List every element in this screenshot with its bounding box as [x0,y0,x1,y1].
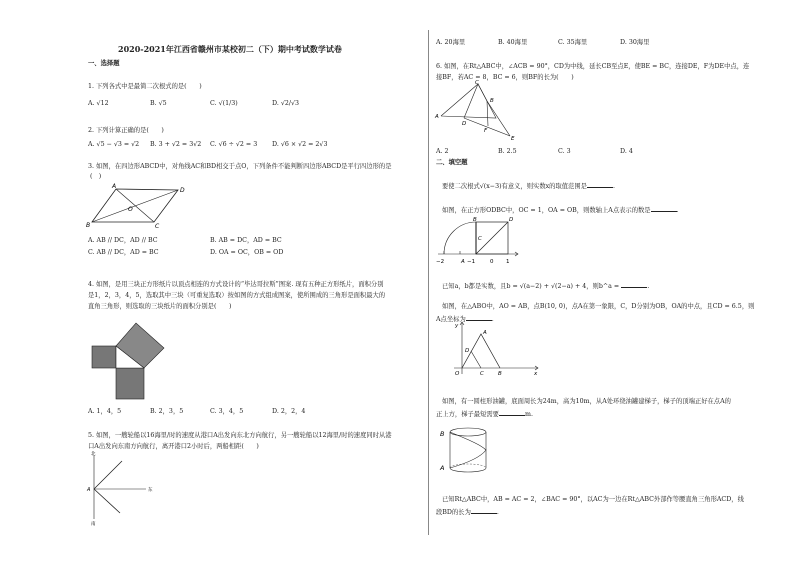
section-heading-fill: 二、填空题 [436,159,468,166]
compass-rays-figure [84,451,164,526]
fill-2-text: 如图，在正方形ODBC中，OC = 1，OA = OB，则数轴上A点表示的数是 . [442,207,679,214]
question-5-option-d: D. 30海里 [620,39,650,46]
question-4-option-d: D. 2，2，4 [272,408,306,415]
question-2-option-b: B. 3 + √2 = 3√2 [150,141,202,148]
label-d: D [509,217,514,223]
answer-blank[interactable] [621,281,647,288]
label-a: A [483,330,487,336]
label-b: B [490,98,494,104]
number-line-figure [436,215,521,269]
question-3-paren: ( ) [90,173,102,180]
question-1-option-c: C. √(1/3) [210,100,238,107]
label-o: O [455,371,460,377]
question-3-option-a: A. AB // DC，AD // BC [88,237,158,244]
question-2-option-c: C. √6 ÷ √2 = 3 [210,141,258,148]
question-1-option-a: A. √12 [88,100,109,107]
pythagoras-squares-figure [86,318,198,404]
label-e: E [511,136,515,142]
question-5-line-1: 5. 如图，一艘轮船以16海里/时的速度从港口A出发向东北方向航行，另一艘轮船以12海里/时的速度同时从港 [88,432,392,439]
answer-blank[interactable] [499,409,525,416]
question-1-option-d: D. √2/√3 [272,100,299,107]
question-1-stem: 1. 下列各式中是最简二次根式的是( ) [88,83,202,90]
question-4-option-a: A. 1，4，5 [88,408,122,415]
fill-5-line-1: 如图，有一圆柱形油罐，底面周长为24m，高为10m，从A处环绕油罐建梯子，梯子的顶端正好在点A的 [442,398,731,405]
label-f: F [484,128,488,134]
right-column [430,0,794,562]
question-2-stem: 2. 下列计算正确的是( ) [88,127,164,134]
right-triangle-figure [434,80,524,142]
label-a: A [440,464,445,472]
label-south: 南 [91,522,96,526]
label-a: A [435,114,439,120]
label-d: D [465,348,470,354]
question-6-option-d: D. 4 [620,148,633,155]
question-4-option-c: C. 3，4，5 [210,408,244,415]
question-5-option-b: B. 40海里 [498,39,528,46]
answer-blank[interactable] [471,507,497,514]
label-b: B [498,371,502,377]
cylinder-figure [436,418,506,480]
tick-zero: 0 [490,259,494,265]
label-a: A [112,183,117,190]
question-3-stem: 3. 如图，在四边形ABCD中，对角线AC和BD相交于点O，下列条件不能判断四边形ABCD是平行四边形的是 [88,163,392,170]
question-3-option-d: D. OA = OC，OB = OD [210,249,284,256]
fill-6-line-2: 段BD的长为 . [436,509,499,516]
question-4-option-b: B. 2，3，5 [150,408,184,415]
label-east: 东 [148,488,153,493]
answer-blank[interactable] [587,181,613,188]
question-6-option-b: B. 2.5 [498,148,517,155]
label-o: O [128,206,133,213]
question-3-option-c: C. AB // DC，AD = BC [88,249,159,256]
question-2-option-a: A. √5 − √3 = √2 [88,141,140,148]
label-b: B [86,222,91,229]
fill-4-line-2: A点坐标为 . [436,316,494,323]
label-x: x [534,371,538,377]
label-d: D [180,187,185,194]
label-north: 北 [91,452,96,457]
question-4-line-1: 4. 如图，是用三块正方形纸片以顶点相连的方式设计的“毕达哥拉斯”图案. 现有五种正方形纸片，面积分别 [88,281,384,288]
fill-3-text: 已知a，b都是实数，且b = √(a−2) + √(2−a) + 4，则b^a = . [442,283,650,290]
fill-5-line-2: 正上方，梯子最短需要 m. [436,411,533,418]
label-d: D [462,121,467,127]
question-3-option-b: B. AB = DC，AD = BC [210,237,282,244]
question-5-option-c: C. 35海里 [558,39,588,46]
question-6-line-1: 6. 如图，在Rt△ABC中，∠ACB = 90°，CD为中线，延长CB至点E，使BE = BC，连接DE，F为DE中点，连 [436,63,750,70]
label-port-a: A [87,487,91,493]
fill-4-line-1: 如图，在△ABO中，AO = AB，点B(10, 0)，点A在第一象限，C，D分别为OB，OA的中点，且CD = 6.5，则 [442,303,755,310]
column-divider [428,30,429,535]
label-c: C [475,80,479,86]
label-y: y [455,323,459,329]
question-1-option-b: B. √5 [150,100,167,107]
question-5-line-2: 口A出发向东南方向航行，离开港口2小时后，两船相距( ) [88,443,259,450]
coordinate-triangle-figure [446,318,546,380]
label-b: B [440,430,445,438]
label-c: C [478,236,482,242]
parallelogram-figure [86,180,186,230]
section-heading-choice: 一、选择题 [88,60,120,67]
label-a: A [461,259,465,265]
question-4-line-3: 直角三角形，则选取的三块纸片的面积分别是( ) [88,303,232,310]
question-6-option-a: A. 2 [436,148,449,155]
tick-minus-1: −1 [467,259,476,265]
question-5-option-a: A. 20海里 [436,39,466,46]
question-6-option-c: C. 3 [558,148,571,155]
answer-blank[interactable] [651,205,677,212]
tick-one: 1 [506,259,510,265]
fill-6-line-1: 已知Rt△ABC中，AB = AC = 2，∠BAC = 90°，以AC为一边在Rt△ABC外部作等腰直角三角形ACD，线 [442,496,744,503]
label-c: C [155,223,160,230]
page-title: 2020-2021年江西省赣州市某校初二（下）期中考试数学试卷 [118,44,342,54]
question-6-line-2: 接BF，若AC = 8，BC = 6，则BF的长为( ) [436,74,574,81]
label-b: B [473,217,477,223]
fill-1-text: 要使二次根式√(x−3)有意义，则实数x的取值范围是 . [442,183,615,190]
question-4-line-2: 是1，2，3，4，5，选取其中三块（可重复选取）按如图的方式组成图案，使所围成的三角形是面积最大的 [88,292,386,299]
question-2-option-d: D. √6 × √2 = 2√3 [272,141,328,148]
label-c: C [480,371,484,377]
tick-minus-2: −2 [436,259,445,265]
